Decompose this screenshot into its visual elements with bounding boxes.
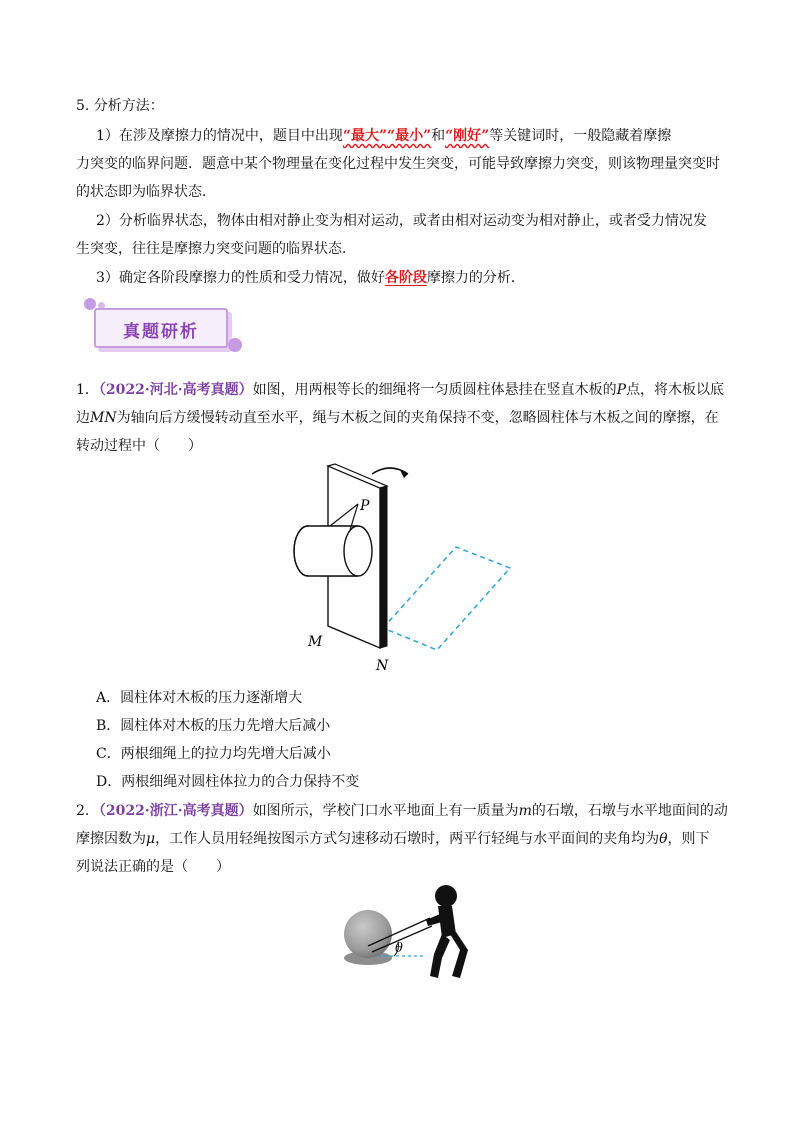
badge-box — [94, 308, 228, 348]
item1-line3: 的状态即为临界状态． — [76, 184, 216, 200]
q1-option-d[interactable]: D．两根细绳对圆柱体拉力的合力保持不变 — [96, 774, 360, 790]
item3-pre: 3）确定各阶段摩擦力的性质和受力情况，做好 — [96, 270, 385, 286]
item2-line1: 2）分析临界状态，物体由相对静止变为相对运动，或者由相对运动变为相对静止，或者受力情况发 — [96, 213, 707, 229]
q1-figure — [280, 460, 530, 680]
item1-line2: 力突变的临界问题．题意中某个物理量在变化过程中发生突变，可能导致摩擦力突变，则该物理量突变时 — [76, 156, 720, 172]
q1-line2 — [76, 408, 719, 428]
q1-var-mn: MN — [90, 410, 117, 426]
label-p: P — [360, 498, 370, 514]
q2-text2c: ，则下 — [667, 831, 710, 847]
q2-var-mu: μ — [146, 831, 156, 847]
q1-text1a: 如图，用两根等长的细绳将一匀质圆柱体悬挂在竖直木板的 — [252, 382, 617, 398]
worker-silhouette — [426, 885, 468, 978]
keyword-max: “最大” — [342, 128, 388, 144]
q2-var-theta: θ — [659, 831, 668, 847]
q2-line1 — [76, 801, 728, 821]
stone-ball — [344, 910, 392, 958]
badge-label: 真题研析 — [123, 322, 199, 342]
worker-arm — [426, 914, 442, 926]
q1-line1 — [76, 380, 724, 400]
item2-line2: 生突变，往往是摩擦力突变问题的临界状态． — [76, 241, 356, 257]
keyword-min: “最小” — [387, 128, 432, 144]
q2-text2b: ，工作人员用轻绳按图示方式匀速移动石墩时，两平行轻绳与水平面间的夹角均为 — [155, 831, 660, 847]
keyword-exact: “刚好” — [445, 128, 490, 144]
q1-option-c[interactable]: C．两根细绳上的拉力均先增大后减小 — [96, 746, 331, 762]
q1-option-a[interactable]: A．圆柱体对木板的压力逐渐增大 — [96, 690, 303, 706]
q1-text1b: 点，将木板以底 — [626, 382, 725, 398]
q2-text1a: 如图所示，学校门口水平地面上有一质量为 — [252, 803, 519, 819]
worker-leg-left — [430, 934, 450, 978]
item3-post: 摩擦力的分析． — [426, 270, 525, 286]
label-theta: θ — [395, 941, 403, 956]
q2-figure — [338, 876, 478, 988]
cylinder-front-end — [344, 526, 372, 576]
q1-number: 1． — [76, 382, 99, 398]
q2-line2 — [76, 829, 710, 849]
badge-dot-bottom — [228, 338, 242, 352]
q2-text2a: 摩擦因数为 — [76, 831, 146, 847]
item3-line — [96, 268, 525, 288]
q2-var-m: m — [518, 803, 532, 819]
q2-line3: 列说法正确的是（ ） — [76, 859, 230, 875]
q2-source: （2022·浙江·高考真题） — [98, 803, 253, 819]
keyword-each-stage: 各阶段 — [384, 270, 427, 286]
q1-var-p: P — [616, 382, 627, 398]
q2-text1b: 的石墩，石墩与水平地面间的动 — [531, 803, 728, 819]
section-badge — [88, 304, 238, 352]
q1-source: （2022·河北·高考真题） — [98, 382, 253, 398]
worker-head — [435, 885, 457, 907]
board-side-edge — [380, 486, 387, 648]
item1-post: 等关键词时，一般隐藏着摩擦 — [489, 128, 672, 144]
worker-leg-right — [450, 932, 468, 978]
item1-line1 — [96, 126, 671, 146]
label-n: N — [376, 658, 389, 674]
rotated-board-outline — [383, 547, 510, 650]
item1-pre: 1）在涉及摩擦力的情况中，题目中出现 — [96, 128, 343, 144]
q1-option-b[interactable]: B．圆柱体对木板的压力先增大后减小 — [96, 718, 331, 734]
section-heading: 5. 分析方法： — [76, 98, 164, 114]
item1-mid: 和 — [431, 128, 446, 144]
q2-number: 2． — [76, 803, 99, 819]
q1-text2b: 为轴向后方缓慢转动直至水平，绳与木板之间的夹角保持不变，忽略圆柱体与木板之间的摩擦，在 — [116, 410, 719, 426]
q1-text2a: 边 — [76, 410, 90, 426]
label-m: M — [308, 634, 323, 650]
q1-line3: 转动过程中（ ） — [76, 438, 202, 454]
